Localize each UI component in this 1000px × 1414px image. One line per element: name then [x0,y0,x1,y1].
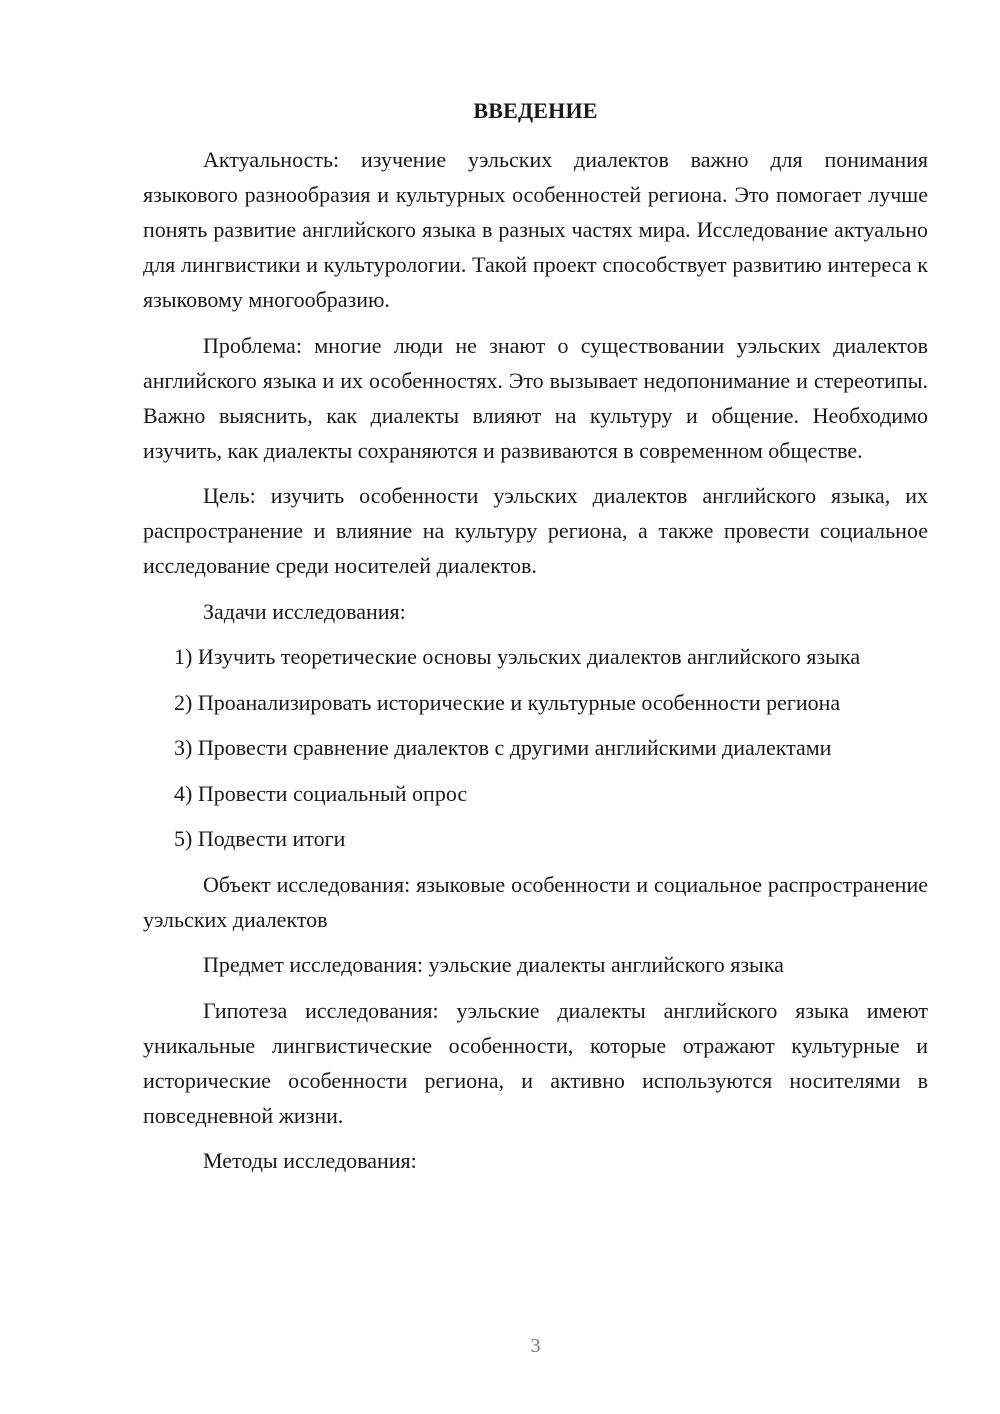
paragraph-object: Объект исследования: языковые особенности и социальное распространение уэльских диалектов [143,871,928,932]
list-item-task-1: 1) Изучить теоретические основы уэльских диалектов английского языка [174,644,861,669]
list-item-task-4: 4) Провести социальный опрос [174,780,468,806]
paragraph-problem: Проблема: многие люди не знают о существовании уэльских диалектов английского языка и их особенностях. Это вызывает недопонимание и стереотипы. Важно выяснить, как диалекты влияют на культуру и общение. Необходимо изучить, как диалекты сохраняются и развиваются в современном обществе. [143,332,928,463]
paragraph-relevance: Актуальность: изучение уэльских диалектов важно для понимания языкового разнообразия и культурных особенностей региона. Это помогает лучше понять развитие английского языка в разных частях мира. Исследование актуально для лингвистики и культурологии. Такой проект способствует развитию интереса к языковому многообразию. [143,147,928,312]
paragraph-methods-heading: Методы исследования: [203,1148,417,1173]
list-item-task-2: 2) Проанализировать исторические и культурные особенности региона [174,689,841,715]
document-body [143,142,928,1189]
page-number: 3 [530,1335,541,1357]
list-item-task-5: 5) Подвести итоги [174,826,346,851]
paragraph-hypothesis: Гипотеза исследования: уэльские диалекты английского языка имеют уникальные лингвистические особенности, которые отражают культурные и исторические особенности региона, и активно используются носителями в повседневной жизни. [143,997,928,1128]
section-title: ВВЕДЕНИЕ [473,98,598,123]
paragraph-tasks-heading: Задачи исследования: [203,598,406,624]
document-page [143,0,928,1414]
paragraph-subject: Предмет исследования: уэльские диалекты английского языка [203,952,784,977]
list-item-task-3: 3) Провести сравнение диалектов с другими английскими диалектами [174,735,832,760]
paragraph-goal: Цель: изучить особенности уэльских диалектов английского языка, их распространение и влияние на культуру региона, а также провести социальное исследование среди носителей диалектов. [143,483,928,578]
